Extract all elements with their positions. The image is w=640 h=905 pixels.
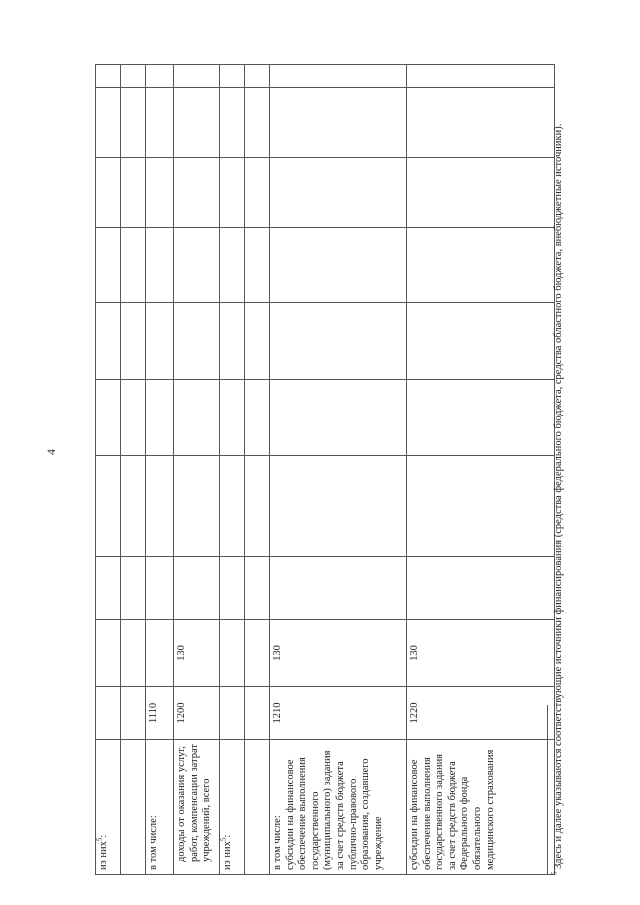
row-code: 1220: [407, 687, 555, 740]
empty-value-cell: [407, 158, 555, 228]
empty-value-cell: [121, 228, 146, 303]
empty-value-cell: [245, 228, 270, 303]
footnote: [550, 65, 566, 875]
empty-value-cell: [96, 456, 121, 557]
empty-value-cell: [245, 303, 270, 380]
empty-value-cell: [220, 88, 245, 158]
row-code: [245, 687, 270, 740]
table-row: [270, 65, 407, 875]
empty-value-cell: [121, 557, 146, 620]
empty-value-cell: [220, 380, 245, 456]
empty-value-cell: [407, 228, 555, 303]
empty-value-cell: [270, 303, 407, 380]
empty-value-cell: [146, 65, 174, 88]
row-kosgu-code: [96, 620, 121, 687]
table-row: [245, 65, 270, 875]
row-code: 1200: [174, 687, 220, 740]
footnote-marker: 5: [550, 871, 559, 875]
empty-value-cell: [220, 456, 245, 557]
empty-value-cell: [245, 158, 270, 228]
footnote-ref: 5: [95, 837, 104, 842]
footnote-divider: [547, 705, 548, 875]
empty-value-cell: [270, 158, 407, 228]
row-kosgu-code: 130: [270, 620, 407, 687]
row-description: [245, 740, 270, 875]
table-row: [407, 65, 555, 875]
empty-value-cell: [96, 65, 121, 88]
row-kosgu-code: [146, 620, 174, 687]
empty-value-cell: [174, 158, 220, 228]
row-description-text: субсидии на финансовое обеспечение выполнения государственного задания за счет средств бюджета Федерального фонда обязательного медицинского страхования: [409, 749, 496, 870]
empty-value-cell: [245, 557, 270, 620]
empty-value-cell: [270, 557, 407, 620]
row-description: [96, 740, 121, 875]
empty-value-cell: [174, 380, 220, 456]
footnote-text: Здесь и далее указываются соответствующие источники финансирования (средства федерального бюджета, средства областного бюджета, внебюджетные источники).: [553, 123, 564, 869]
row-description-text: в том числе:: [148, 815, 159, 870]
empty-value-cell: [270, 456, 407, 557]
row-code: 1210: [270, 687, 407, 740]
page-number: 4: [44, 449, 58, 455]
empty-value-cell: [174, 303, 220, 380]
empty-value-cell: [174, 456, 220, 557]
table-body: [96, 65, 555, 875]
empty-value-cell: [146, 380, 174, 456]
row-description-suffix: :: [222, 834, 233, 838]
row-description-text: в том числе: субсидии на финансовое обеспечение выполнения государственного (муниципального) задания за счет средств бюджета публично-правового образования, создавшего учреждение: [272, 750, 384, 870]
empty-value-cell: [270, 88, 407, 158]
empty-value-cell: [146, 456, 174, 557]
empty-value-cell: [407, 557, 555, 620]
empty-value-cell: [121, 65, 146, 88]
empty-value-cell: [146, 557, 174, 620]
empty-value-cell: [407, 88, 555, 158]
row-description: [174, 740, 220, 875]
empty-value-cell: [407, 65, 555, 88]
table-row: [220, 65, 245, 875]
empty-value-cell: [96, 557, 121, 620]
footnote-ref: 5: [219, 837, 228, 842]
empty-value-cell: [245, 456, 270, 557]
empty-value-cell: [220, 557, 245, 620]
empty-value-cell: [174, 65, 220, 88]
empty-value-cell: [146, 228, 174, 303]
empty-value-cell: [174, 88, 220, 158]
table-row: [146, 65, 174, 875]
empty-value-cell: [121, 456, 146, 557]
empty-value-cell: [121, 380, 146, 456]
empty-value-cell: [174, 228, 220, 303]
financial-table: [95, 64, 555, 875]
table-row: [96, 65, 121, 875]
row-code: [121, 687, 146, 740]
row-kosgu-code: [121, 620, 146, 687]
row-description: [407, 740, 555, 875]
table-row: [174, 65, 220, 875]
empty-value-cell: [407, 303, 555, 380]
row-code: [220, 687, 245, 740]
empty-value-cell: [96, 380, 121, 456]
empty-value-cell: [270, 380, 407, 456]
row-kosgu-code: [220, 620, 245, 687]
empty-value-cell: [220, 228, 245, 303]
empty-value-cell: [270, 65, 407, 88]
empty-value-cell: [220, 158, 245, 228]
empty-value-cell: [220, 65, 245, 88]
row-description-text: из них: [222, 841, 233, 870]
row-kosgu-code: 130: [174, 620, 220, 687]
empty-value-cell: [121, 88, 146, 158]
row-description: [220, 740, 245, 875]
empty-value-cell: [245, 88, 270, 158]
empty-value-cell: [96, 88, 121, 158]
row-description-text: из них: [98, 841, 109, 870]
row-description: [270, 740, 407, 875]
row-description-text: доходы от оказания услуг, работ, компенсации затрат учреждений, всего: [176, 744, 213, 862]
row-description-suffix: :: [98, 834, 109, 838]
empty-value-cell: [220, 303, 245, 380]
empty-value-cell: [146, 303, 174, 380]
empty-value-cell: [146, 88, 174, 158]
empty-value-cell: [174, 557, 220, 620]
empty-value-cell: [245, 380, 270, 456]
empty-value-cell: [121, 158, 146, 228]
row-description: [121, 740, 146, 875]
row-description: [146, 740, 174, 875]
rotated-page-content: [95, 65, 565, 875]
empty-value-cell: [245, 65, 270, 88]
table-row: [121, 65, 146, 875]
empty-value-cell: [270, 228, 407, 303]
empty-value-cell: [146, 158, 174, 228]
empty-value-cell: [96, 158, 121, 228]
empty-value-cell: [407, 456, 555, 557]
empty-value-cell: [96, 228, 121, 303]
empty-value-cell: [96, 303, 121, 380]
empty-value-cell: [407, 380, 555, 456]
row-code: 1110: [146, 687, 174, 740]
row-kosgu-code: 130: [407, 620, 555, 687]
empty-value-cell: [121, 303, 146, 380]
row-code: [96, 687, 121, 740]
row-kosgu-code: [245, 620, 270, 687]
